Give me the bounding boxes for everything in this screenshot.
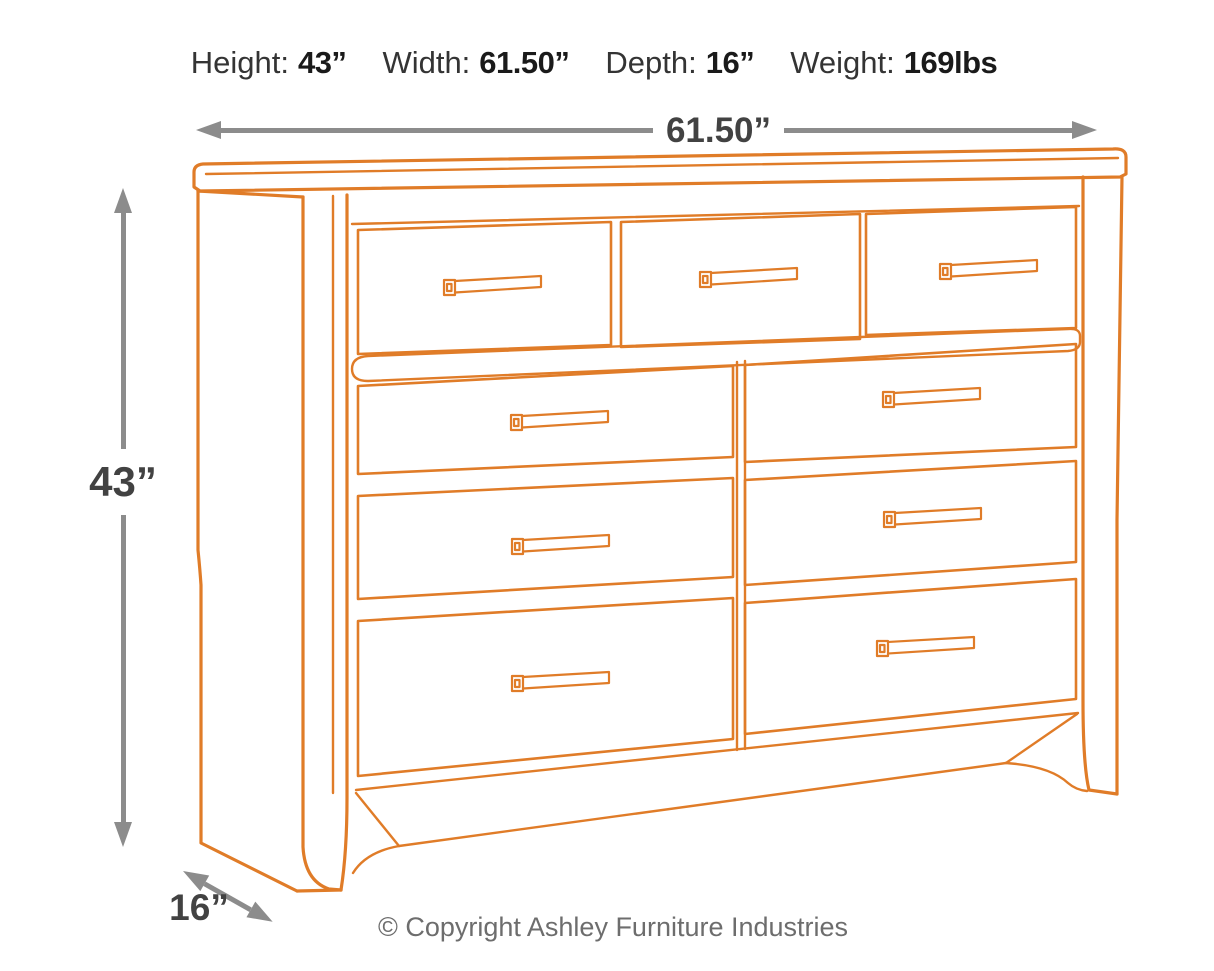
left-side-top-edge: [198, 191, 303, 197]
spec-height-label: Height:: [190, 45, 289, 80]
right-leg-bracket-edge: [1006, 714, 1077, 763]
drawer-handle-icon: [512, 672, 609, 691]
right-arch-curve: [1006, 763, 1087, 791]
drawer-handle-icon: [444, 276, 541, 295]
drawer-handle-icon: [940, 260, 1037, 279]
right-front-corner-edge: [1083, 177, 1089, 790]
drawer-handle-icon: [884, 508, 981, 527]
copyright-text: © Copyright Ashley Furniture Industries: [377, 912, 849, 942]
face-frame-left-edge: [341, 195, 347, 890]
bottom-rail-top-edge: [356, 713, 1078, 790]
left-side-outer-edge: [198, 191, 297, 891]
drawer-top-small-1: [358, 222, 611, 354]
width-dimension-label: 61.50”: [665, 110, 772, 150]
drawer-top-small-2: [621, 214, 860, 347]
drawer-handles: [444, 260, 1037, 691]
drawer-handle-icon: [512, 535, 609, 554]
spec-width-value: 61.50”: [479, 45, 570, 80]
drawer-handle-icon: [877, 637, 974, 656]
height-dimension-label: 43”: [89, 458, 157, 506]
right-leg-bottom-edge: [1089, 790, 1117, 794]
drawer-handle-icon: [883, 388, 980, 407]
left-front-corner-edge: [303, 197, 341, 890]
top-opening-edge: [352, 206, 1079, 224]
bullnose-mid-rail: [352, 329, 1080, 381]
spec-width-label: Width:: [382, 45, 471, 80]
drawer-handle-icon: [511, 411, 608, 430]
spec-weight-label: Weight:: [790, 45, 895, 80]
top-slab: [194, 149, 1126, 191]
left-leg-bottom-edge: [297, 890, 341, 891]
drawer-left-row-1: [358, 366, 733, 474]
depth-dimension-label: 16”: [169, 887, 229, 928]
spec-depth-label: Depth:: [605, 45, 697, 80]
left-arch-curve: [353, 846, 399, 873]
left-leg-bracket-edge: [356, 793, 399, 846]
right-side-outer-edge: [1117, 177, 1122, 794]
drawer-right-row-3: [745, 579, 1076, 734]
spec-height-value: 43”: [297, 45, 347, 80]
spec-weight-value: 169lbs: [903, 45, 998, 80]
drawer-top-small-3: [866, 207, 1076, 335]
spec-depth-value: 16”: [705, 45, 755, 80]
drawer-handle-icon: [700, 268, 797, 287]
